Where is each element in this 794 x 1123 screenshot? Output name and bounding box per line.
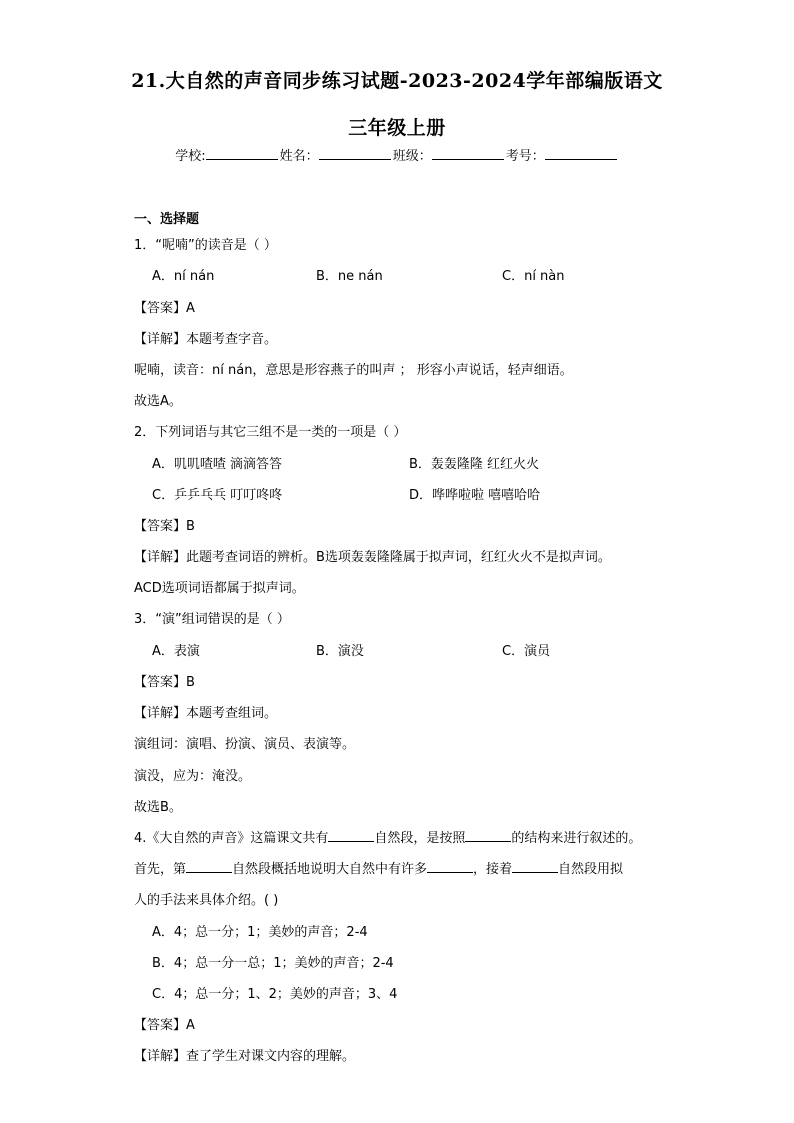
number-label: 考号： <box>505 149 545 164</box>
q3-explain-1: 演组词：演唱、扮演、演员、表演等。 <box>134 737 356 752</box>
blank-line[interactable] <box>465 830 511 842</box>
number-blank[interactable] <box>545 147 617 160</box>
q1-option-a: A．ní nán <box>152 269 215 284</box>
q4-stem-part: 4.《大自然的声音》这篇课文共有 <box>134 831 329 846</box>
q3-option-b: B．演没 <box>316 644 364 659</box>
q3-stem: 3．“演”组词错误的是（ ） <box>134 612 290 627</box>
q4-answer: 【答案】A <box>134 1018 195 1033</box>
q2-detail: 【详解】此题考查词语的辨析。B选项轰轰隆隆属于拟声词，红红火火不是拟声词。 <box>134 550 611 565</box>
blank-line[interactable] <box>427 861 473 873</box>
q1-stem: 1．“呢喃”的读音是（ ） <box>134 238 277 253</box>
q3-option-c: C．演员 <box>502 644 551 659</box>
q4-option-a: A．4；总一分；1；美妙的声音；2-4 <box>152 925 368 940</box>
name-label: 姓名： <box>279 149 319 164</box>
q4-stem-line1 <box>134 827 641 846</box>
q4-stem-part: ，接着 <box>473 862 513 877</box>
q4-option-c: C．4；总一分；1、2；美妙的声音；3、4 <box>152 987 398 1002</box>
q3-conclusion: 故选B。 <box>134 800 182 815</box>
blank-line[interactable] <box>186 861 232 873</box>
q4-stem-part: 的结构来进行叙述的。 <box>511 831 642 846</box>
document-title-line2: 三年级上册 <box>348 117 446 139</box>
q4-option-b: B．4；总一分一总；1；美妙的声音；2-4 <box>152 956 394 971</box>
section-heading: 一、选择题 <box>134 212 200 227</box>
student-info-row <box>0 145 794 164</box>
q2-detail-continued: ACD选项词语都属于拟声词。 <box>134 581 305 596</box>
q1-option-c: C．ní nàn <box>502 269 565 284</box>
q4-stem-line3: 人的手法来具体介绍。( ) <box>134 893 279 908</box>
q2-option-d: D．哗哗啦啦 嘻嘻哈哈 <box>409 488 541 503</box>
q1-option-b: B．ne nán <box>316 269 383 284</box>
q2-answer: 【答案】B <box>134 519 195 534</box>
q2-stem: 2．下列词语与其它三组不是一类的一项是（ ） <box>134 425 407 440</box>
blank-line[interactable] <box>328 830 374 842</box>
q4-stem-part: 自然段，是按照 <box>374 831 466 846</box>
blank-line[interactable] <box>512 861 558 873</box>
q3-explain-2: 演没，应为：淹没。 <box>134 769 252 784</box>
q4-stem-part: 自然段概括地说明大自然中有许多 <box>232 862 428 877</box>
q1-detail: 【详解】本题考查字音。 <box>134 332 278 347</box>
class-blank[interactable] <box>432 147 504 160</box>
school-label: 学校: <box>175 149 206 164</box>
q3-answer: 【答案】B <box>134 675 195 690</box>
q1-answer: 【答案】A <box>134 301 195 316</box>
class-label: 班级： <box>392 149 432 164</box>
school-blank[interactable] <box>206 147 278 160</box>
q3-option-a: A．表演 <box>152 644 200 659</box>
q4-detail: 【详解】查了学生对课文内容的理解。 <box>134 1049 356 1064</box>
q1-conclusion: 故选A。 <box>134 394 182 409</box>
q2-option-b: B．轰轰隆隆 红红火火 <box>409 457 540 472</box>
name-blank[interactable] <box>319 147 391 160</box>
q4-stem-line2 <box>134 858 623 877</box>
q1-explain: 呢喃，读音：ní nán，意思是形容燕子的叫声 ； 形容小声说话，轻声细语。 <box>134 363 573 378</box>
q2-option-c: C．乒乒乓乓 叮叮咚咚 <box>152 488 283 503</box>
document-title-line1: 21.大自然的声音同步练习试题-2023-2024学年部编版语文 <box>131 70 663 92</box>
q2-option-a: A．叽叽喳喳 滴滴答答 <box>152 457 283 472</box>
q3-detail: 【详解】本题考查组词。 <box>134 706 278 721</box>
q4-stem-part: 首先，第 <box>134 862 187 877</box>
q4-stem-part: 自然段用拟 <box>558 862 624 877</box>
